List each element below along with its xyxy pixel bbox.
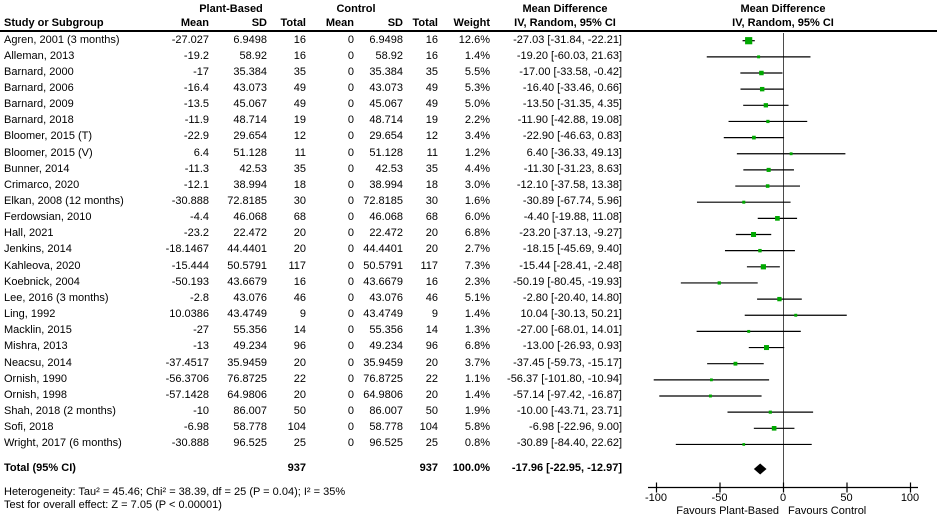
c-total: 20 (425, 243, 438, 256)
pb-total: 19 (293, 114, 306, 127)
c-sd: 96.525 (369, 437, 403, 450)
study-name: Barnard, 2018 (4, 114, 74, 127)
effect-square (766, 120, 769, 123)
effect-square (777, 297, 781, 301)
pb-total: 20 (293, 243, 306, 256)
study-name: Hall, 2021 (4, 227, 54, 240)
md-ci: 6.40 [-36.33, 49.13] (526, 146, 622, 159)
weight: 1.6% (464, 195, 490, 207)
c-sd: 22.472 (369, 227, 403, 240)
weight: 2.3% (464, 275, 490, 288)
pb-total: 16 (293, 49, 306, 62)
effect-square (760, 87, 764, 91)
effect-square (742, 443, 745, 446)
pb-mean: -15.444 (171, 259, 209, 272)
study-name: Ornish, 1990 (4, 372, 67, 385)
study-name: Lee, 2016 (3 months) (4, 291, 109, 304)
effect-square (757, 55, 760, 58)
pb-sd: 22.472 (233, 227, 267, 240)
pb-sd: 86.007 (233, 404, 267, 417)
pb-sd: 45.067 (233, 98, 267, 111)
md-ci: -13.50 [-31.35, 4.35] (522, 98, 622, 111)
pb-total: 11 (294, 146, 306, 159)
md-ci: -2.80 [-20.40, 14.80] (522, 291, 622, 304)
pb-sd: 55.356 (233, 324, 267, 337)
col-header-c-sd: SD (387, 17, 403, 29)
study-name: Bunner, 2014 (4, 162, 70, 175)
c-total: 14 (425, 324, 438, 337)
c-total: 96 (425, 340, 438, 353)
overall-effect-note: Test for overall effect: Z = 7.05 (P < 0.00001) (4, 499, 222, 511)
c-mean: 0 (347, 33, 354, 46)
study-name: Shah, 2018 (2 months) (4, 404, 116, 417)
md-ci: -19.20 [-60.03, 21.63] (516, 49, 622, 62)
weight: 1.1% (464, 372, 490, 385)
pb-mean: -12.1 (183, 178, 209, 191)
c-mean: 0 (347, 372, 354, 385)
pb-mean: -18.1467 (165, 243, 209, 256)
pb-mean: -30.888 (171, 437, 209, 450)
total-md-ci: -17.96 [-22.95, -12.97] (511, 462, 622, 474)
md-ci: -18.15 [-45.69, 9.40] (522, 243, 622, 256)
c-mean: 0 (347, 356, 354, 369)
pb-sd: 43.076 (233, 291, 267, 304)
md-ci: -15.44 [-28.41, -2.48] (519, 259, 622, 272)
summary-diamond (754, 464, 767, 475)
pb-mean: -6.98 (183, 421, 209, 434)
c-sd: 43.4749 (363, 308, 403, 321)
col-header-c-mean: Mean (325, 17, 354, 29)
weight: 3.7% (464, 356, 490, 369)
c-sd: 51.128 (369, 146, 403, 159)
md-ci: -37.45 [-59.73, -15.17] (513, 356, 622, 369)
pb-sd: 38.994 (233, 178, 267, 191)
pb-sd: 50.5791 (227, 259, 267, 272)
axis-tick-label: -100 (644, 492, 668, 504)
c-mean: 0 (347, 291, 354, 304)
weight: 5.1% (464, 291, 490, 304)
pb-sd: 44.4401 (227, 243, 267, 256)
md-ci: -11.90 [-42.88, 19.08] (517, 114, 622, 127)
c-sd: 43.6679 (363, 275, 403, 288)
c-mean: 0 (347, 195, 354, 207)
c-total: 49 (425, 81, 438, 94)
study-name: Ling, 1992 (4, 308, 56, 321)
study-name: Kahleova, 2020 (4, 259, 81, 272)
effect-square (752, 136, 756, 140)
c-mean: 0 (347, 388, 354, 401)
pb-mean: 10.0386 (169, 308, 209, 321)
c-total: 12 (425, 130, 438, 143)
pb-total: 20 (293, 388, 306, 401)
col-header-c-total: Total (412, 17, 438, 29)
pb-mean: -57.1428 (165, 388, 209, 401)
c-sd: 72.8185 (363, 195, 403, 207)
c-mean: 0 (347, 98, 354, 111)
c-sd: 48.714 (369, 114, 403, 127)
c-mean: 0 (347, 65, 354, 78)
pb-total: 117 (288, 259, 306, 272)
pb-mean: -17 (193, 65, 209, 78)
weight: 2.7% (464, 243, 490, 256)
study-name: Barnard, 2009 (4, 98, 74, 111)
weight: 3.0% (464, 178, 490, 191)
pb-total: 50 (293, 404, 306, 417)
c-total: 35 (425, 65, 438, 78)
effect-square (764, 103, 768, 107)
c-mean: 0 (347, 421, 354, 434)
c-sd: 49.234 (369, 340, 403, 353)
pb-total: 14 (293, 324, 306, 337)
c-sd: 58.778 (369, 421, 403, 434)
effect-square (751, 232, 756, 237)
c-sd: 44.4401 (363, 243, 403, 256)
pb-mean: -50.193 (171, 275, 209, 288)
pb-total: 12 (293, 130, 306, 143)
pb-total: 30 (293, 195, 306, 207)
pb-sd: 43.6679 (227, 275, 267, 288)
pb-total: 18 (293, 178, 306, 191)
pb-total: 25 (293, 437, 306, 450)
pb-mean: -16.4 (183, 81, 209, 94)
c-mean: 0 (347, 114, 354, 127)
pb-total: 96 (293, 340, 306, 353)
c-mean: 0 (347, 178, 354, 191)
study-name: Ferdowsian, 2010 (4, 211, 92, 224)
c-mean: 0 (347, 227, 354, 240)
pb-mean: 6.4 (193, 146, 209, 159)
study-name: Crimarco, 2020 (4, 178, 80, 191)
c-sd: 55.356 (369, 324, 403, 337)
study-name: Koebnick, 2004 (4, 275, 80, 288)
pb-sd: 64.9806 (227, 388, 267, 401)
md-ci: -22.90 [-46.63, 0.83] (522, 130, 622, 143)
md-ci: -27.00 [-68.01, 14.01] (516, 324, 622, 337)
pb-total: 9 (299, 308, 306, 321)
c-sd: 76.8725 (363, 372, 403, 385)
effect-square (742, 201, 745, 204)
md-ci: -13.00 [-26.93, 0.93] (522, 340, 622, 353)
weight: 1.2% (464, 146, 490, 159)
md-ci: -4.40 [-19.88, 11.08] (523, 211, 622, 224)
pb-total: 68 (293, 211, 306, 224)
study-name: Elkan, 2008 (12 months) (4, 195, 124, 207)
pb-sd: 58.92 (239, 49, 267, 62)
c-sd: 45.067 (369, 98, 403, 111)
weight: 3.4% (464, 130, 490, 143)
c-sd: 42.53 (375, 162, 403, 175)
effect-square (709, 395, 712, 398)
c-total: 35 (425, 162, 438, 175)
weight: 1.9% (464, 404, 490, 417)
axis-tick-label: 50 (840, 492, 853, 504)
md-ci: -56.37 [-101.80, -10.94] (507, 372, 622, 385)
pb-sd: 72.8185 (227, 195, 267, 207)
weight: 12.6% (458, 33, 490, 46)
c-sd: 29.654 (369, 130, 403, 143)
md-column-subheader: IV, Random, 95% CI (514, 17, 616, 29)
c-total: 18 (425, 178, 438, 191)
pb-sd: 96.525 (233, 437, 267, 450)
pb-mean: -4.4 (190, 211, 209, 224)
c-total: 9 (431, 308, 438, 321)
total-row-label: Total (95% CI) (4, 462, 76, 474)
pb-mean: -11.3 (184, 162, 209, 175)
effect-square (758, 249, 761, 252)
c-mean: 0 (347, 340, 354, 353)
c-sd: 6.9498 (369, 33, 403, 46)
c-mean: 0 (347, 243, 354, 256)
pb-sd: 51.128 (233, 146, 267, 159)
weight: 5.3% (464, 81, 490, 94)
c-mean: 0 (347, 275, 354, 288)
weight: 5.5% (464, 65, 490, 78)
plot-column-header: Mean Difference (740, 3, 826, 15)
pb-sd: 42.53 (239, 162, 267, 175)
study-name: Ornish, 1998 (4, 388, 67, 401)
c-mean: 0 (347, 211, 354, 224)
pb-sd: 43.4749 (227, 308, 267, 321)
pb-total: 20 (293, 356, 306, 369)
group-header-control: Control (336, 3, 376, 15)
weight: 7.3% (464, 259, 490, 272)
study-name: Agren, 2001 (3 months) (4, 33, 120, 46)
pb-sd: 48.714 (233, 114, 267, 127)
md-ci: -27.03 [-31.84, -22.21] (513, 33, 622, 46)
c-total: 22 (425, 372, 438, 385)
col-header-pb-mean: Mean (180, 17, 209, 29)
weight: 1.4% (464, 388, 490, 401)
study-name: Bloomer, 2015 (V) (4, 146, 93, 159)
pb-mean: -10 (193, 404, 209, 417)
pb-mean: -37.4517 (165, 356, 209, 369)
c-total: 30 (425, 195, 438, 207)
c-sd: 38.994 (369, 178, 403, 191)
c-mean: 0 (347, 130, 354, 143)
c-sd: 64.9806 (363, 388, 403, 401)
c-mean: 0 (347, 308, 354, 321)
c-total: 20 (425, 388, 438, 401)
study-name: Wright, 2017 (6 months) (4, 437, 122, 450)
c-mean: 0 (347, 81, 354, 94)
effect-square (761, 264, 766, 269)
axis-tick-label: -50 (711, 492, 728, 504)
weight: 1.4% (464, 49, 490, 62)
c-total: 104 (419, 421, 438, 434)
pb-total: 20 (293, 227, 306, 240)
c-mean: 0 (347, 259, 354, 272)
c-total: 25 (425, 437, 438, 450)
effect-square (747, 330, 750, 333)
effect-square (794, 314, 797, 317)
total-weight: 100.0% (452, 462, 490, 474)
md-ci: -12.10 [-37.58, 13.38] (516, 178, 622, 191)
pb-total: 104 (287, 421, 306, 434)
total-pb-n: 937 (287, 462, 306, 474)
col-header-pb-sd: SD (251, 17, 267, 29)
c-mean: 0 (347, 49, 354, 62)
md-ci: 10.04 [-30.13, 50.21] (520, 308, 622, 321)
pb-sd: 35.384 (233, 65, 267, 78)
pb-mean: -56.3706 (165, 372, 209, 385)
pb-mean: -19.2 (183, 49, 209, 62)
md-ci: -10.00 [-43.71, 23.71] (516, 404, 622, 417)
pb-sd: 46.068 (233, 211, 267, 224)
pb-sd: 6.9498 (233, 33, 267, 46)
c-sd: 46.068 (369, 211, 403, 224)
pb-mean: -22.9 (183, 130, 209, 143)
c-sd: 35.384 (369, 65, 403, 78)
study-name: Sofi, 2018 (4, 421, 54, 434)
weight: 6.8% (464, 340, 490, 353)
weight: 5.8% (464, 421, 490, 434)
weight: 1.4% (464, 308, 490, 321)
study-name: Barnard, 2006 (4, 81, 74, 94)
pb-total: 35 (293, 162, 306, 175)
c-mean: 0 (347, 162, 354, 175)
pb-mean: -23.2 (183, 227, 209, 240)
pb-sd: 58.778 (233, 421, 267, 434)
pb-total: 46 (293, 291, 306, 304)
favours-left-label: Favours Plant-Based (676, 505, 779, 517)
c-total: 16 (425, 49, 438, 62)
study-name: Neacsu, 2014 (4, 356, 72, 369)
col-header-pb-total: Total (280, 17, 306, 29)
heterogeneity-note: Heterogeneity: Tau² = 45.46; Chi² = 38.39, df = 25 (P = 0.04); I² = 35% (4, 486, 346, 498)
pb-total: 16 (293, 275, 306, 288)
effect-square (767, 168, 771, 172)
pb-mean: -13.5 (183, 98, 209, 111)
c-total: 16 (425, 33, 438, 46)
effect-square (710, 378, 713, 381)
c-total: 11 (426, 146, 438, 159)
md-ci: -57.14 [-97.42, -16.87] (513, 388, 622, 401)
c-sd: 50.5791 (363, 259, 403, 272)
md-ci: -6.98 [-22.96, 9.00] (529, 421, 622, 434)
c-total: 16 (425, 275, 438, 288)
pb-mean: -2.8 (190, 291, 209, 304)
study-name: Bloomer, 2015 (T) (4, 130, 93, 143)
weight: 2.2% (464, 114, 490, 127)
c-sd: 43.073 (369, 81, 403, 94)
md-ci: -30.89 [-84.40, 22.62] (516, 437, 622, 450)
pb-mean: -27.027 (171, 33, 209, 46)
md-ci: -50.19 [-80.45, -19.93] (513, 275, 622, 288)
pb-mean: -13 (193, 340, 209, 353)
c-total: 19 (425, 114, 438, 127)
c-total: 20 (425, 227, 438, 240)
study-name: Mishra, 2013 (4, 340, 68, 353)
pb-mean: -30.888 (171, 195, 209, 207)
effect-square (718, 281, 721, 284)
c-total: 50 (425, 404, 438, 417)
pb-mean: -11.9 (184, 114, 209, 127)
pb-total: 35 (293, 65, 306, 78)
weight: 5.0% (464, 98, 490, 111)
c-sd: 43.076 (369, 291, 403, 304)
pb-sd: 49.234 (233, 340, 267, 353)
c-total: 49 (425, 98, 438, 111)
c-sd: 86.007 (369, 404, 403, 417)
c-total: 20 (425, 356, 438, 369)
pb-total: 16 (293, 33, 306, 46)
pb-sd: 43.073 (233, 81, 267, 94)
c-sd: 58.92 (375, 49, 403, 62)
effect-square (745, 37, 752, 44)
c-total: 68 (425, 211, 438, 224)
pb-sd: 29.654 (233, 130, 267, 143)
effect-square (766, 184, 770, 188)
c-mean: 0 (347, 146, 354, 159)
c-sd: 35.9459 (363, 356, 403, 369)
plot-column-subheader: IV, Random, 95% CI (732, 17, 834, 29)
md-ci: -16.40 [-33.46, 0.66] (522, 81, 622, 94)
c-mean: 0 (347, 437, 354, 450)
col-header-weight: Weight (453, 17, 490, 29)
c-total: 46 (425, 291, 438, 304)
favours-right-label: Favours Control (788, 505, 867, 517)
weight: 1.3% (464, 324, 490, 337)
study-name: Barnard, 2000 (4, 65, 74, 78)
c-mean: 0 (347, 404, 354, 417)
md-ci: -23.20 [-37.13, -9.27] (519, 227, 622, 240)
axis-tick-label: 0 (779, 492, 787, 504)
effect-square (734, 362, 738, 366)
pb-total: 49 (293, 98, 306, 111)
pb-mean: -27 (193, 324, 209, 337)
md-ci: -11.30 [-31.23, 8.63] (523, 162, 622, 175)
effect-square (790, 152, 793, 155)
md-column-header: Mean Difference (522, 3, 608, 15)
pb-sd: 76.8725 (227, 372, 267, 385)
effect-square (772, 426, 777, 431)
axis-tick-label: 100 (900, 492, 920, 504)
total-c-n: 937 (419, 462, 438, 474)
group-header-plant-based: Plant-Based (199, 3, 263, 15)
col-header-study: Study or Subgroup (4, 17, 104, 29)
effect-square (759, 71, 763, 75)
md-ci: -30.89 [-67.74, 5.96] (522, 195, 622, 207)
md-ci: -17.00 [-33.58, -0.42] (519, 65, 622, 78)
weight: 6.8% (464, 227, 490, 240)
effect-square (769, 411, 772, 414)
effect-square (775, 216, 780, 221)
c-mean: 0 (347, 324, 354, 337)
study-name: Macklin, 2015 (4, 324, 72, 337)
study-name: Alleman, 2013 (4, 49, 75, 62)
pb-total: 49 (293, 81, 306, 94)
c-total: 117 (420, 259, 438, 272)
weight: 0.8% (464, 437, 490, 450)
weight: 4.4% (464, 162, 490, 175)
study-name: Jenkins, 2014 (4, 243, 72, 256)
weight: 6.0% (464, 211, 490, 224)
effect-square (764, 345, 769, 350)
pb-total: 22 (293, 372, 306, 385)
pb-sd: 35.9459 (227, 356, 267, 369)
